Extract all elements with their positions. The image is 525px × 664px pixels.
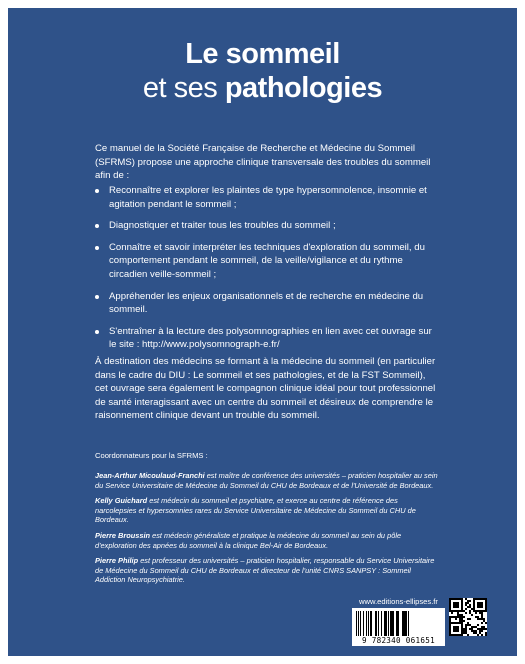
list-item: [95, 219, 440, 233]
coordinator-bio: est médecin généraliste et pratique la médecine du sommeil au sein du pôle d'exploration des apnées du sommeil à la clinique Bel-Air de Bordeaux.: [95, 530, 402, 550]
coordinator-name: Pierre Philip: [95, 556, 139, 566]
coordinator-entry: [95, 531, 440, 550]
list-item: [95, 241, 440, 282]
back-cover: [8, 8, 517, 656]
intro-paragraph: Ce manuel de la Société Française de Recherche et Médecine du Sommeil (SFRMS) propose une approche clinique transversale des troubles du sommeil afin de :: [95, 143, 431, 182]
bullet-icon: [95, 246, 99, 250]
list-item: [95, 325, 440, 352]
list-item: [95, 290, 440, 317]
list-item: [95, 184, 440, 211]
list-item-text: Reconnaître et explorer les plaintes de type hypersomnolence, insomnie et agitation pendant le sommeil ;: [109, 185, 427, 210]
title-line-2: [8, 72, 517, 105]
audience-paragraph: À destination des médecins se formant à la médecine du sommeil (en particulier dans le cadre du DIU : Le sommeil et ses pathologies, et de la FST Sommeil), cet ouvrage sera également le compagnon clinique idéal pour tout professionnel de santé interagissant avec un centre du sommeil et désireux de comprendre le raisonnement clinique devant un trouble du sommeil.: [95, 356, 436, 422]
barcode: [352, 608, 445, 646]
list-item-text: Appréhender les enjeux organisationnels et de recherche en médecine du sommeil.: [109, 290, 424, 316]
coordinator-bio: est médecin du sommeil et psychiatre, et exerce au centre de référence des narcolepsies et hypersomnies rares du Service Universitaire de Médecine du Sommeil du CHU de Bordeaux.: [95, 496, 416, 525]
coordinator-entry: [95, 471, 440, 490]
barcode-bars-icon: [356, 611, 441, 636]
title-line-1: Le sommeil: [185, 38, 340, 70]
title-line-2-light: et ses: [142, 72, 225, 104]
coordinator-name: Jean-Arthur Micoulaud-Franchi: [95, 471, 205, 480]
coordinator-name: Pierre Broussin: [95, 530, 151, 540]
list-item-text: S'entraîner à la lecture des polysomnographies en lien avec cet ouvrage sur le site : http://www.polysomnograph-e.fr/: [109, 325, 432, 351]
bullet-icon: [95, 224, 99, 228]
list-item-text: Connaître et savoir interpréter les techniques d'exploration du sommeil, du comportement pendant le sommeil, de la veille/vigilance et du rythme circadien veille-sommeil ;: [109, 241, 425, 280]
bullet-icon: [95, 189, 99, 193]
qr-code-graphic: [449, 598, 487, 636]
objectives-list: [95, 184, 440, 360]
bullet-icon: [95, 330, 99, 334]
coordinator-bio: est professeur des universités – praticien hospitalier, responsable du Service Universitaire de Médecine du Sommeil du CHU de Bordeaux et directeur de l'unité CNRS SANPSY : Sommeil Addiction Neuropsychiatrie.: [95, 556, 435, 585]
qr-code-icon: [449, 598, 487, 636]
list-item-text: Diagnostiquer et traiter tous les troubles du sommeil ;: [109, 220, 336, 232]
coordinators-list: [95, 471, 440, 591]
coordinator-entry: [95, 496, 440, 525]
coordinator-name: Kelly Guichard: [95, 496, 148, 506]
bullet-icon: [95, 295, 99, 299]
publisher-website: www.editions-ellipses.fr: [359, 597, 438, 606]
coordinator-bio: est maître de conférence des universités – praticien hospitalier au sein du Service Universitaire de Médecine du Sommeil du CHU de Bordeaux et de l'Université de Bordeaux.: [95, 471, 438, 490]
coordinators-heading: Coordonnateurs pour la SFRMS :: [95, 451, 208, 460]
coordinator-entry: [95, 556, 440, 585]
isbn-number: 9 782340 061651: [361, 636, 436, 645]
title-line-2-bold: pathologies: [224, 72, 383, 104]
